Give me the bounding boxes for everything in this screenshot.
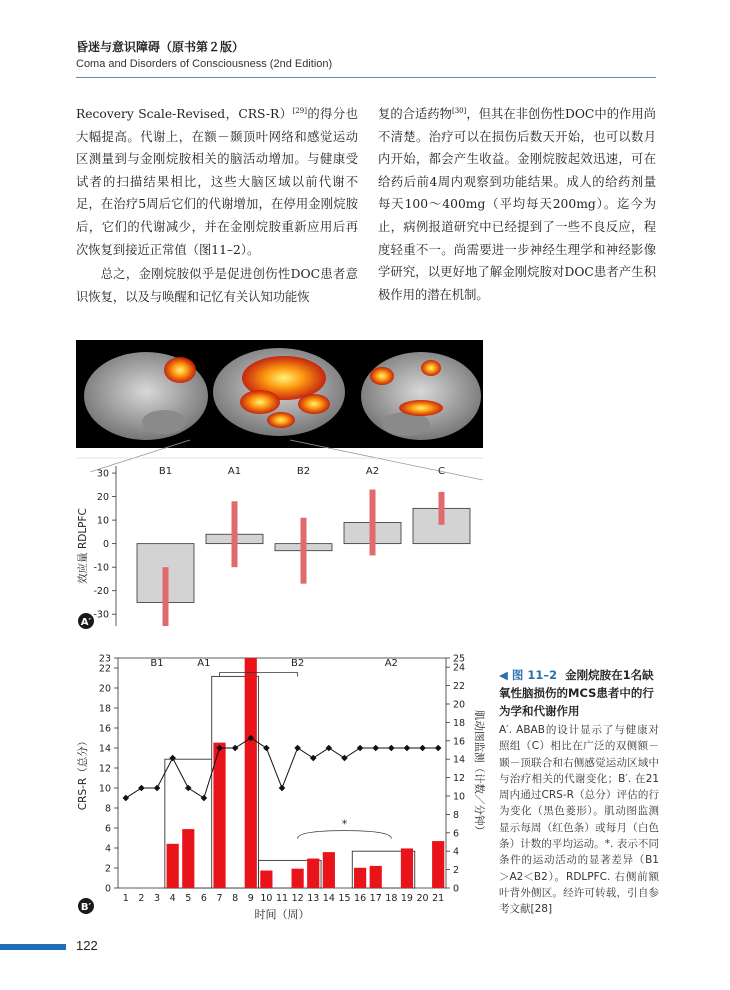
x-tick-label: 15 — [338, 893, 351, 904]
ref-29: [29] — [292, 107, 307, 115]
chart-b-prime — [76, 648, 486, 926]
crs-r-point — [419, 745, 426, 752]
left-y-tick-label: 12 — [98, 763, 111, 775]
running-title-cn: 昏迷与意识障碍（原书第２版） — [76, 40, 245, 54]
weekly-actigraphy-bar — [245, 658, 257, 888]
category-label: A1 — [227, 466, 242, 477]
phase-label-B2: B2 — [291, 658, 305, 669]
significance-star: * — [341, 817, 348, 831]
x-tick-label: 3 — [154, 893, 161, 904]
right-y-tick-label: 12 — [453, 773, 466, 785]
error-bar-C — [439, 492, 445, 525]
x-tick-label: 1 — [122, 893, 129, 904]
x-tick-label: 18 — [385, 893, 398, 904]
weekly-actigraphy-bar — [432, 841, 444, 888]
panel-label-b-prime — [78, 898, 94, 914]
crs-r-point — [341, 755, 348, 762]
left-y-tick-label: 18 — [98, 703, 111, 715]
right-y-tick-label: 10 — [453, 791, 466, 803]
x-tick-label: 9 — [247, 893, 254, 904]
left-y-tick-label: 0 — [104, 883, 111, 895]
phase-label-A2: A2 — [384, 658, 398, 669]
caption-body: A′. ABAB的设计显示了与健康对照组（C）相比在广泛的双侧额－颞－顶联合和右侧感觉运动区域中与治疗相关的代谢变化；B′. 在21周内通过CRS-R（总分）评估的行为变化（黑色菱形）。肌动图监测显示每周（红色条）或每月（白色条）计数的平均运动。*. 表示不同条件的运动活动的显著差异（B1＞A2＜B2）。RDLPFC. 右侧前额叶背外侧区。经许可转载，引自参考文献[28] — [499, 724, 659, 916]
weekly-actigraphy-bar — [307, 859, 319, 888]
error-bar-A1 — [232, 501, 238, 567]
category-label: B2 — [296, 466, 311, 477]
crs-r-point — [372, 745, 379, 752]
right-y-tick-label: 0 — [453, 883, 460, 895]
error-bar-B1 — [163, 567, 169, 626]
bracket-lower — [298, 831, 392, 839]
left-y-tick-label: 16 — [98, 723, 111, 735]
x-tick-label: 5 — [185, 893, 192, 904]
x-tick-label: 6 — [200, 893, 207, 904]
y-tick-label: -10 — [93, 562, 109, 574]
category-label: A2 — [365, 466, 380, 477]
panel-badge-text: A′ — [80, 617, 92, 628]
right-y-tick-label: 18 — [453, 717, 466, 729]
right-y-tick-label: 14 — [453, 754, 466, 766]
x-tick-label: 21 — [432, 893, 445, 904]
panel-label-a-prime — [78, 613, 94, 629]
left-p1-rest: 的得分也大幅提高。代谢上，在额－颞顶叶网络和感觉运动区测量到与金刚烷胺相关的脑活动增加。与健康受试者的扫描结果相比，这些大脑区域以前代谢不足，在治疗5周后它们的代谢增加，在停用金刚烷胺后，它们的代谢减少，并在金刚烷胺重新应用后再次恢复到接近正常值（图11–2）。 — [76, 107, 358, 257]
crs-r-point — [435, 745, 442, 752]
footer-bar — [0, 944, 66, 950]
weekly-actigraphy-bar — [260, 871, 272, 888]
chart-a-prime — [76, 458, 486, 633]
left-y-tick-label: 14 — [98, 743, 111, 755]
crs-r-point — [123, 795, 130, 802]
right-y-tick-label: 25 — [453, 653, 466, 665]
x-tick-label: 12 — [291, 893, 304, 904]
left-p1-start: Recovery Scale-Revised，CRS-R） — [76, 107, 293, 122]
x-tick-label: 4 — [169, 893, 176, 904]
right-y-tick-label: 16 — [453, 736, 466, 748]
right-y-tick-label: 20 — [453, 699, 466, 711]
right-y-axis-label: 肌动图监测（计数／分钟） — [473, 710, 485, 836]
left-y-tick-label: 10 — [98, 783, 111, 795]
left-y-tick-label: 8 — [104, 803, 111, 815]
weekly-actigraphy-bar — [167, 844, 179, 888]
y-tick-label: -20 — [93, 586, 109, 598]
left-y-axis-label: CRS-R（总分） — [77, 735, 89, 811]
category-label: B1 — [158, 466, 173, 477]
y-axis-label: 效应量 RDLPFC — [77, 508, 89, 584]
y-tick-label: 0 — [102, 539, 109, 551]
y-tick-label: 30 — [96, 468, 109, 480]
figure-label: ◀ 图 11–2 — [499, 668, 558, 682]
left-y-tick-label: 22 — [98, 663, 111, 675]
y-tick-label: -30 — [93, 609, 109, 621]
x-tick-label: 11 — [275, 893, 289, 904]
x-tick-label: 2 — [138, 893, 145, 904]
error-bar-A2 — [370, 490, 376, 556]
phase-label-A1: A1 — [197, 658, 211, 669]
x-tick-label: 14 — [322, 893, 335, 904]
weekly-actigraphy-bar — [354, 868, 366, 888]
weekly-actigraphy-bar — [370, 866, 382, 888]
caption-title: 金刚烷胺在1名缺氧性脑损伤的MCS患者中的行为学和代谢作用 — [499, 668, 654, 718]
weekly-actigraphy-bar — [323, 852, 335, 888]
category-label: C — [438, 466, 445, 477]
x-tick-label: 17 — [369, 893, 382, 904]
page-number: 122 — [76, 938, 98, 953]
right-y-tick-label: 6 — [453, 828, 460, 840]
right-y-tick-label: 24 — [453, 662, 466, 674]
right-y-tick-label: 8 — [453, 809, 460, 821]
x-tick-label: 19 — [400, 893, 413, 904]
crs-r-point — [357, 745, 364, 752]
crs-r-point — [263, 745, 270, 752]
left-y-tick-label: 2 — [104, 863, 111, 875]
right-p1-rest: ，但其在非创伤性DOC中的作用尚不清楚。治疗可以在损伤后数天开始，也可以数月内开始，都会产生收益。金刚烷胺起效迅速，可在给药后前4周内观察到功能结果。成人的给药剂量每天100～400mg（平均每天200mg）。迄今为止，病例报道研究中已经提到了一些不良反应，程度轻重不一。尚需要进一步神经生理学和神经影像学研究，以更好地了解金刚烷胺对DOC患者产生积极作用的潜在机制。 — [378, 107, 656, 302]
x-tick-label: 10 — [260, 893, 273, 904]
figure-caption — [499, 666, 659, 918]
x-tick-label: 8 — [232, 893, 239, 904]
right-p1-start: 复的合适药物 — [378, 107, 452, 122]
x-tick-label: 16 — [354, 893, 367, 904]
error-bar-B2 — [301, 518, 307, 584]
left-y-tick-label: 20 — [98, 683, 111, 695]
left-y-tick-label: 4 — [104, 843, 111, 855]
y-tick-label: 10 — [96, 515, 109, 527]
x-tick-label: 13 — [307, 893, 320, 904]
weekly-actigraphy-bar — [182, 829, 194, 888]
weekly-actigraphy-bar — [401, 848, 413, 888]
x-tick-label: 20 — [416, 893, 429, 904]
phase-label-B1: B1 — [150, 658, 164, 669]
crs-r-point — [138, 785, 145, 792]
crs-r-point — [154, 785, 161, 792]
ref-30: [30] — [451, 107, 467, 115]
right-y-tick-label: 22 — [453, 681, 466, 693]
crs-r-point — [310, 755, 317, 762]
weekly-actigraphy-bar — [213, 743, 225, 888]
left-p2: 总之，金刚烷胺似乎是促进创伤性DOC患者意识恢复，以及与唤醒和记忆有关认知功能恢 — [76, 267, 358, 304]
running-title-en: Coma and Disorders of Consciousness (2nd Edition) — [76, 58, 333, 70]
right-y-tick-label: 4 — [453, 846, 460, 858]
left-y-tick-label: 6 — [104, 823, 111, 835]
x-tick-label: 7 — [216, 893, 223, 904]
y-tick-label: 20 — [96, 492, 109, 504]
x-axis-label: 时间（周） — [254, 908, 310, 921]
left-y-tick-label: 23 — [98, 653, 111, 665]
weekly-actigraphy-bar — [292, 869, 304, 888]
right-y-tick-label: 2 — [453, 865, 460, 877]
crs-r-point — [388, 745, 395, 752]
crs-r-point — [404, 745, 411, 752]
crs-r-point — [279, 785, 286, 792]
panel-badge-text: B′ — [80, 902, 92, 913]
crs-r-point — [326, 745, 333, 752]
crs-r-point — [294, 745, 301, 752]
